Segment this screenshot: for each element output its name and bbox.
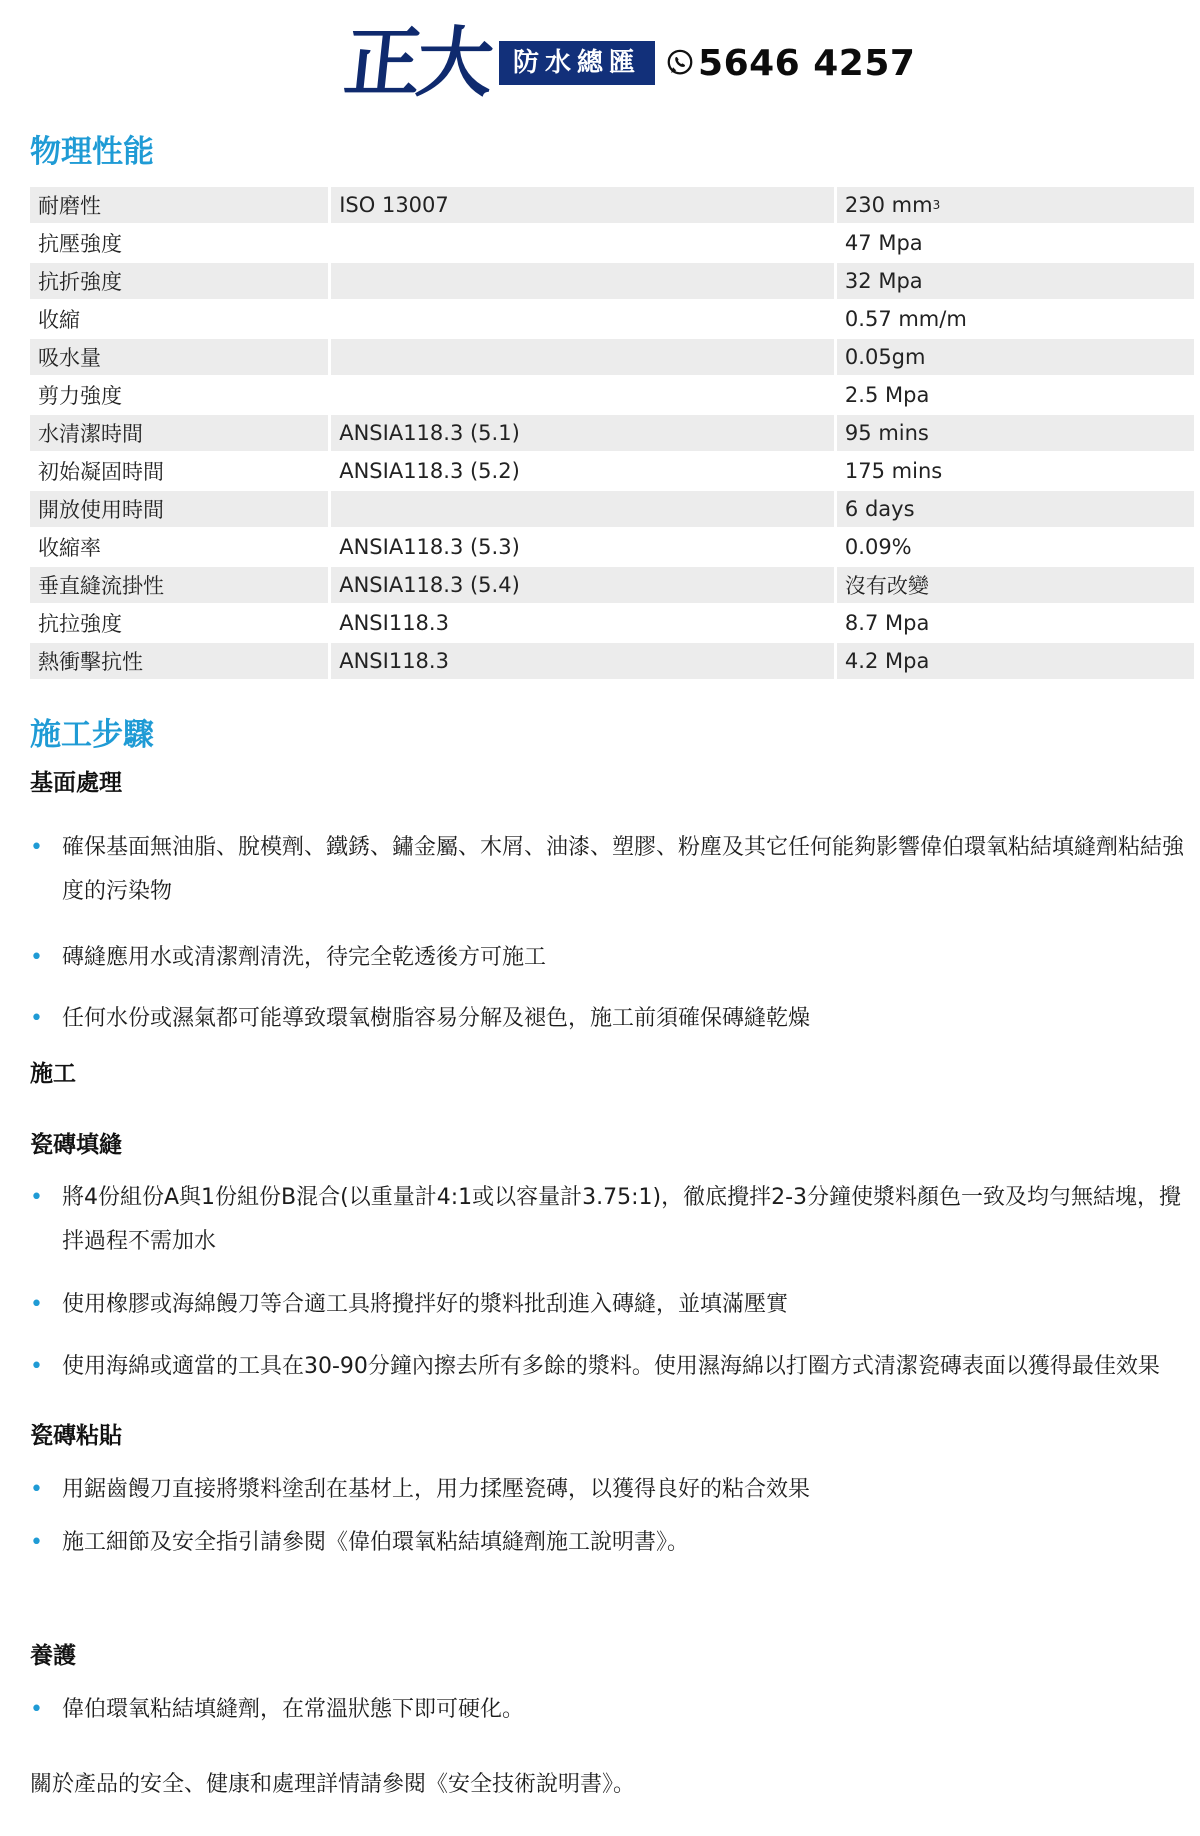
spec-table: [30, 187, 1194, 681]
header-logo: [340, 18, 916, 108]
property-standard: ANSIA118.3 (5.1): [331, 415, 834, 451]
property-value: 230 mm 3: [837, 187, 1194, 223]
property-standard: [331, 491, 834, 527]
table-row: [30, 225, 1194, 261]
property-standard: ISO 13007: [331, 187, 834, 223]
property-name: 吸水量: [30, 339, 328, 375]
property-name: 耐磨性: [30, 187, 328, 223]
property-name: 剪力強度: [38, 384, 122, 408]
steps-title: 施工步驟: [30, 717, 154, 753]
table-row: [30, 301, 1194, 337]
table-row: [30, 453, 1194, 489]
property-value: 47 Mpa: [844, 231, 923, 255]
bullet-icon: •: [30, 1185, 43, 1210]
property-name: 熱衝擊抗性: [30, 643, 328, 679]
property-value: 0.57 mm/m: [844, 307, 967, 331]
property-value: 0.05gm: [837, 339, 1194, 375]
adhesive-heading: 瓷磚粘貼: [30, 1423, 122, 1449]
property-name: 收縮率: [38, 536, 101, 560]
bullet-icon: •: [30, 1530, 43, 1555]
table-row: [30, 187, 1194, 223]
grout-heading: 瓷磚填縫: [30, 1132, 122, 1158]
property-standard: ANSIA118.3 (5.2): [339, 459, 520, 483]
logo-text: 正大: [340, 18, 494, 107]
property-standard: ANSIA118.3 (5.4): [331, 567, 834, 603]
table-row: [30, 377, 1194, 413]
list-item: • 用鋸齒饅刀直接將漿料塗刮在基材上，用力揉壓瓷磚，以獲得良好的粘合效果: [30, 1468, 1194, 1512]
grout-list: [30, 1176, 1194, 1264]
property-standard: [331, 301, 834, 337]
property-name: 收縮: [38, 308, 80, 332]
list-item: • 使用橡膠或海綿饅刀等合適工具將攪拌好的漿料批刮進入磚縫，並填滿壓實: [30, 1283, 1194, 1327]
whatsapp-icon: [665, 48, 695, 78]
logo-subtitle: 防水總匯: [499, 41, 655, 85]
table-row: [30, 643, 1194, 679]
property-value: 2.5 Mpa: [844, 383, 930, 407]
property-name: 抗拉強度: [38, 612, 122, 636]
table-row: [30, 339, 1194, 375]
table-row: [30, 263, 1194, 299]
bullet-icon: •: [30, 1292, 43, 1317]
property-name: 初始凝固時間: [38, 460, 164, 484]
property-value: 0.09%: [844, 535, 912, 559]
table-row: [30, 605, 1194, 641]
property-value: 6 days: [837, 491, 1194, 527]
property-value: 32 Mpa: [837, 263, 1194, 299]
property-name: 開放使用時間: [30, 491, 328, 527]
bullet-icon: •: [30, 945, 43, 970]
table-row: [30, 529, 1194, 565]
list-item: • 確保基面無油脂、脫模劑、鐵銹、鏽金屬、木屑、油漆、塑膠、粉塵及其它任何能夠影響偉伯環氧粘結填縫劑粘結強度的污染物: [30, 826, 1194, 914]
table-row: [30, 567, 1194, 603]
bullet-icon: •: [30, 1697, 43, 1722]
physical-title: 物理性能: [30, 134, 154, 170]
property-standard: [331, 225, 834, 261]
property-standard: ANSI118.3: [331, 643, 834, 679]
curing-heading: 養護: [30, 1643, 76, 1669]
property-standard: [331, 377, 834, 413]
property-value: 95 mins: [837, 415, 1194, 451]
list-item: • 任何水份或濕氣都可能導致環氧樹脂容易分解及褪色，施工前須確保磚縫乾燥: [30, 997, 1194, 1041]
grout-list-3: [30, 1345, 1194, 1389]
surface-list-3: [30, 997, 1194, 1041]
property-value: 沒有改變: [837, 567, 1194, 603]
table-row: [30, 491, 1194, 527]
property-standard: ANSI118.3: [339, 611, 449, 635]
construction-heading: 施工: [30, 1061, 76, 1087]
bullet-icon: •: [30, 1477, 43, 1502]
property-name: 水清潔時間: [30, 415, 328, 451]
footer-note: 關於產品的安全、健康和處理詳情請參閱《安全技術說明書》。: [30, 1772, 636, 1797]
bullet-icon: •: [30, 1354, 43, 1379]
property-standard: [331, 263, 834, 299]
table-row: [30, 415, 1194, 451]
property-standard: [331, 339, 834, 375]
bullet-icon: •: [30, 1006, 43, 1031]
property-value: 4.2 Mpa: [837, 643, 1194, 679]
list-item: • 施工細節及安全指引請參閱《偉伯環氧粘結填縫劑施工說明書》。: [30, 1521, 1194, 1565]
bullet-icon: •: [30, 835, 43, 860]
list-item: • 使用海綿或適當的工具在30-90分鐘內擦去所有多餘的漿料。使用濕海綿以打圈方式清潔瓷磚表面以獲得最佳效果: [30, 1345, 1194, 1389]
list-item: • 將4份組份A與1份組份B混合(以重量計4:1或以容量計3.75:1)，徹底攪拌2-3分鐘使漿料顏色一致及均勻無結塊，攪拌過程不需加水: [30, 1176, 1194, 1264]
property-standard: ANSIA118.3 (5.3): [339, 535, 520, 559]
grout-list-2: [30, 1283, 1194, 1327]
property-value: 8.7 Mpa: [844, 611, 930, 635]
property-name: 垂直縫流掛性: [30, 567, 328, 603]
phone-number[interactable]: 5646 4257: [698, 42, 916, 84]
surface-list-2: [30, 936, 1194, 980]
list-item: • 磚縫應用水或清潔劑清洗，待完全乾透後方可施工: [30, 936, 1194, 980]
property-name: 抗壓強度: [38, 232, 122, 256]
list-item: • 偉伯環氧粘結填縫劑，在常溫狀態下即可硬化。: [30, 1688, 1194, 1732]
property-name: 抗折強度: [30, 263, 328, 299]
adhesive-list-2: [30, 1521, 1194, 1565]
surface-list: [30, 826, 1194, 914]
property-value: 175 mins: [844, 459, 943, 483]
curing-list: [30, 1688, 1194, 1732]
adhesive-list: [30, 1468, 1194, 1512]
surface-heading: 基面處理: [30, 770, 122, 796]
